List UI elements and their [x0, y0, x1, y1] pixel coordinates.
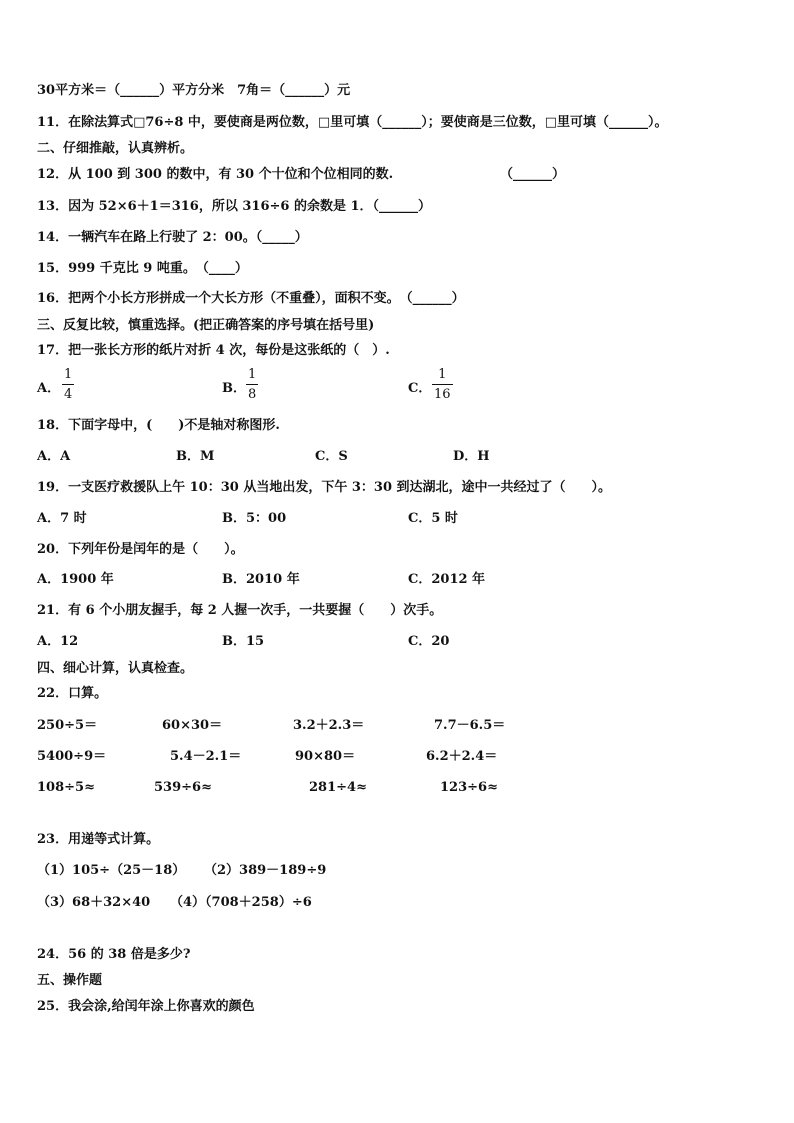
question-21: 21．有 6 个小朋友握手，每 2 人握一次手，一共要握（ ）次手。 [37, 603, 443, 618]
question-15: 15．999 千克比 9 吨重。 （____） [37, 261, 248, 276]
question-25: 25．我会涂,给闰年涂上你喜欢的颜色 [37, 999, 255, 1014]
fraction-bar [246, 384, 258, 385]
section-3-heading: 三、反复比较，慎重选择。(把正确答案的序号填在括号里) [37, 318, 375, 333]
q18-option-c: C．S [315, 449, 348, 464]
question-13: 13．因为 52×6＋1＝316，所以 316÷6 的余数是 1．（______） [37, 199, 432, 214]
q22-item: 123÷6≈ [440, 780, 498, 795]
question-17: 17．把一张长方形的纸片对折 4 次，每份是这张纸的（ ）. [37, 343, 390, 358]
q22-item: 60×30＝ [162, 718, 223, 733]
q20-option-b: B．2010 年 [222, 572, 300, 587]
q22-item: 250÷5＝ [37, 718, 98, 733]
q21-option-c: C．20 [408, 634, 450, 649]
q22-item: 539÷6≈ [154, 780, 212, 795]
q20-option-c: C．2012 年 [408, 572, 486, 587]
q23-item: （4）（708＋258）÷6 [170, 895, 312, 910]
q17-option-b-fraction [246, 367, 258, 402]
q19-option-a: A．7 时 [37, 511, 87, 526]
question-20: 20．下列年份是闰年的是（ ）。 [37, 542, 244, 557]
question-18: 18．下面字母中，( )不是轴对称图形. [37, 418, 280, 433]
q17-option-a-letter: A． [37, 381, 61, 396]
question-11: 11．在除法算式□76÷8 中，要使商是两位数，□里可填（______）；要使商是三位数，□里可填（______）。 [37, 115, 668, 130]
question-12: 12．从 100 到 300 的数中，有 30 个十位和个位相同的数. [37, 167, 394, 182]
question-19: 19．一支医疗救援队上午 10：30 从当地出发，下午 3：30 到达湖北，途中一共经过了（ ）。 [37, 480, 612, 495]
fraction-bar [432, 384, 453, 385]
q17-option-c-letter: C． [408, 381, 432, 396]
q18-option-d: D．H [453, 449, 490, 464]
q18-option-a: A．A [37, 449, 71, 464]
q22-item: 281÷4≈ [309, 780, 367, 795]
q23-item: （2）389－189÷9 [204, 863, 327, 878]
question-24: 24．56 的 38 倍是多少? [37, 947, 191, 962]
fraction-denominator: 16 [434, 387, 451, 402]
section-5-heading: 五、操作题 [37, 973, 103, 988]
q17-option-a-fraction [62, 367, 74, 402]
section-4-heading: 四、细心计算，认真检查。 [37, 661, 194, 676]
fraction-bar [62, 384, 74, 385]
q17-option-c-fraction [432, 367, 453, 402]
question-12-blank: （______） [500, 167, 566, 182]
q22-item: 7.7－6.5＝ [434, 718, 506, 733]
q18-option-b: B．M [176, 449, 215, 464]
q21-option-a: A．12 [37, 634, 79, 649]
section-2-heading: 二、仔细推敲，认真辨析。 [37, 141, 194, 156]
q23-item: （3）68＋32×40 [37, 895, 151, 910]
question-23: 23．用递等式计算。 [37, 832, 160, 847]
fraction-numerator: 1 [248, 367, 257, 382]
question-16: 16．把两个小长方形拼成一个大长方形（不重叠），面积不变。 （______） [37, 291, 465, 306]
question-22: 22．口算。 [37, 686, 108, 701]
q22-item: 3.2＋2.3＝ [293, 718, 365, 733]
fraction-denominator: 4 [64, 387, 73, 402]
fraction-denominator: 8 [248, 387, 257, 402]
q22-item: 5400÷9＝ [37, 749, 107, 764]
q17-option-b-letter: B． [222, 381, 246, 396]
q21-option-b: B．15 [222, 634, 265, 649]
question-14: 14．一辆汽车在路上行驶了 2：00。（_____） [37, 230, 308, 245]
q19-option-b: B．5：00 [222, 511, 287, 526]
q23-item: （1）105÷（25－18） [37, 863, 186, 878]
q22-item: 90×80＝ [295, 749, 356, 764]
q22-item: 6.2＋2.4＝ [426, 749, 498, 764]
q22-item: 5.4－2.1＝ [170, 749, 242, 764]
fraction-numerator: 1 [64, 367, 73, 382]
q22-item: 108÷5≈ [37, 780, 95, 795]
unit-conversion-line: 30平方米＝（______）平方分米 7角＝（______）元 [37, 83, 351, 98]
fraction-numerator: 1 [438, 367, 447, 382]
q19-option-c: C．5 时 [408, 511, 458, 526]
q20-option-a: A．1900 年 [37, 572, 114, 587]
